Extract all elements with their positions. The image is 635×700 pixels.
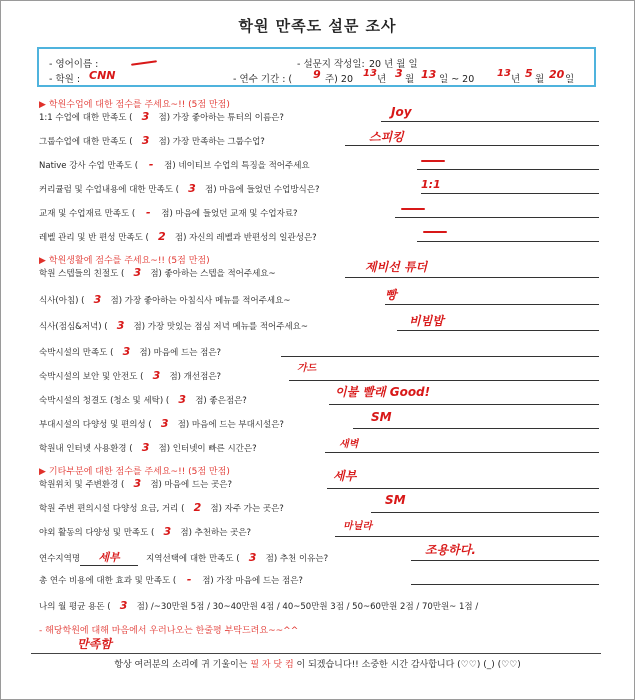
- survey-title: 학원 만족도 설문 조사: [238, 17, 397, 35]
- period-start-month: 3: [395, 67, 403, 80]
- question-accommodation: 숙박시설의 만족도 ( 3 점) 마음에 드는 점은?: [39, 343, 604, 359]
- survey-date-label: - 설문지 작성일:: [297, 59, 365, 70]
- q6-scribble: [423, 231, 447, 233]
- period-text7: 일: [565, 74, 575, 85]
- period-start-year: 13: [363, 68, 377, 79]
- question-lunch-dinner: 식사(점심&저녁) ( 3 점) 가장 맛있는 점심 저녁 메뉴를 적어주세요~ 비빔밥: [39, 317, 604, 333]
- question-level-management: 레벨 관리 및 반 편성 만족도 ( 2 점) 자신의 레벨과 반편성의 일관성은?: [39, 228, 604, 244]
- q17-score: 3: [163, 525, 172, 538]
- question-location: 학원위치 및 주변환경 ( 3 점) 마음에 드는 곳은? 세부: [39, 475, 604, 491]
- question-1to1-lesson: 1:1 수업에 대한 만족도 ( 3 점) 가장 좋아하는 튜터의 이름은? Joy: [39, 108, 604, 124]
- question-cleanliness: 숙박시설의 청결도 (청소 및 세탁) ( 3 점) 좋은점은? 이불 빨래 Good!: [39, 391, 604, 407]
- q19-score: -: [186, 573, 192, 586]
- section-lessons-text: 학원수업에 대한 점수를 주세요~!! (5점 만점): [48, 100, 230, 110]
- period-start-day: 13: [421, 68, 437, 81]
- period-text6: 월: [535, 74, 545, 85]
- question-curriculum: 커리큘럼 및 수업내용에 대한 만족도 ( 3 점) 마음에 들었던 수업방식은? 1:1: [39, 180, 604, 196]
- q13-score: 3: [160, 417, 169, 430]
- q4-answer: 1:1: [421, 178, 441, 191]
- q7-answer: 제비선 튜더: [365, 260, 428, 274]
- section-other-text: 기타부분에 대한 점수를 주세요~!! (5점 만점): [48, 467, 230, 477]
- period-text3: 월: [405, 74, 415, 85]
- q15-answer: 세부: [333, 469, 357, 483]
- q4-score: 3: [188, 182, 196, 195]
- section-life-text: 학원생활에 점수를 주세요~!! (5점 만점): [48, 256, 210, 266]
- q9-score: 3: [116, 319, 125, 332]
- q11-answer: 가드: [297, 363, 317, 374]
- q16-score: 2: [193, 501, 202, 514]
- one-line-review-request: - 해당학원에 대해 마음에서 우러나오는 한줄평 부탁드려요~~^^: [39, 626, 299, 636]
- arrow-icon: ▶: [39, 100, 46, 110]
- site-name: 필 자 닷 컴: [250, 660, 294, 670]
- q2-score: 3: [141, 134, 150, 147]
- period-weeks: 9: [313, 68, 321, 81]
- question-breakfast: 식사(아침) ( 3 점) 가장 좋아하는 아침식사 메뉴를 적어주세요~ 빵: [39, 291, 604, 307]
- period-label: - 연수 기간 : (: [233, 74, 293, 85]
- q3-scribble: [421, 160, 445, 162]
- arrow-icon: ▶: [39, 256, 46, 266]
- q2-answer: 스피킹: [369, 130, 404, 144]
- q18-region: 세부: [80, 549, 138, 566]
- question-native-lesson: Native 강사 수업 만족도 ( - 점) 네이티브 수업의 특징을 적어주세요: [39, 156, 604, 172]
- q13-answer: SM: [371, 410, 392, 424]
- school-value: CNN: [89, 69, 116, 82]
- q9-answer: 비빔밥: [409, 314, 444, 328]
- q12-answer: 이불 빨래 Good!: [335, 385, 431, 399]
- q6-score: 2: [158, 230, 166, 243]
- question-facilities: 부대시설의 다양성 및 편의성 ( 3 점) 마음에 드는 부대시설은? SM: [39, 415, 604, 431]
- q12-score: 3: [178, 393, 187, 406]
- q17-answer: 마닐라: [343, 521, 372, 532]
- q5-score: -: [145, 206, 151, 219]
- question-cost-value: 총 연수 비용에 대한 효과 및 만족도 ( - 점) 가장 마음에 드는 점은?: [39, 571, 604, 587]
- period-end-day: 20: [549, 68, 565, 81]
- period-end-month: 5: [525, 67, 533, 80]
- survey-date-text: 20 년 월 일: [369, 59, 418, 70]
- q3-score: -: [148, 158, 154, 171]
- q8-answer: 빵: [385, 288, 397, 302]
- q18-score: 3: [248, 551, 257, 564]
- q8-score: 3: [93, 293, 102, 306]
- question-region: 연수지역명 세부 지역선택에 대한 만족도 ( 3 점) 추천 이유는? 조용하다.: [39, 547, 604, 563]
- q14-answer: 새벽: [339, 439, 359, 450]
- q1-answer: Joy: [391, 105, 412, 119]
- arrow-icon: ▶: [39, 467, 46, 477]
- footer-message: 항상 여러분의 소리에 귀 기울이는 필 자 닷 컴 이 되겠습니다!! 소중한 시간 감사합니다 (♡♡) (_) (♡♡): [114, 660, 521, 670]
- one-line-review-answer: 만족함: [77, 637, 112, 651]
- question-textbook: 교재 및 수업재료 만족도 ( - 점) 마음에 들었던 교재 및 수업자료?: [39, 204, 604, 220]
- question-nearby-amenities: 학원 주변 편의시설 다양성 요금, 거리 ( 2 점) 자주 가는 곳은? SM: [39, 499, 604, 515]
- period-end-year: 13: [497, 68, 511, 79]
- q1-score: 3: [141, 110, 150, 123]
- school-label: - 학원 :: [49, 74, 81, 85]
- question-internet: 학원내 인터넷 사용환경 ( 3 점) 인터넷이 빠른 시간은? 새벽: [39, 439, 604, 455]
- question-outdoor-activities: 야외 활동의 다양성 및 만족도 ( 3 점) 추천하는 곳은? 마닐라: [39, 523, 604, 539]
- q18-answer: 조용하다.: [425, 543, 476, 557]
- q10-score: 3: [122, 345, 131, 358]
- english-name-label: - 영어이름 :: [49, 59, 99, 70]
- period-text1: 주) 20: [325, 74, 353, 85]
- footer-divider: [31, 653, 601, 654]
- q20-score: 3: [119, 599, 128, 612]
- period-text2: 년: [377, 74, 387, 85]
- q14-score: 3: [141, 441, 150, 454]
- question-security: 숙박시설의 보안 및 안전도 ( 3 점) 개선점은? 가드: [39, 367, 604, 383]
- q5-scribble: [401, 208, 425, 210]
- q16-answer: SM: [385, 493, 406, 507]
- question-staff-kindness: 학원 스텝들의 친절도 ( 3 점) 좋아하는 스텝을 적어주세요~ 제비선 튜더: [39, 264, 604, 280]
- q15-score: 3: [133, 477, 142, 490]
- question-group-lesson: 그룹수업에 대한 만족도 ( 3 점) 가장 만족하는 그룹수업? 스피킹: [39, 132, 604, 148]
- q11-score: 3: [152, 369, 161, 382]
- period-text5: 년: [511, 74, 521, 85]
- period-text4: 일 ~ 20: [439, 74, 475, 85]
- q7-score: 3: [133, 266, 142, 279]
- question-allowance: 나의 월 평균 용돈 ( 3 점) /~30만원 5점 / 30~40만원 4점 / 40~50만원 3점 / 50~60만원 2점 / 70만원~ 1점 /: [39, 599, 479, 612]
